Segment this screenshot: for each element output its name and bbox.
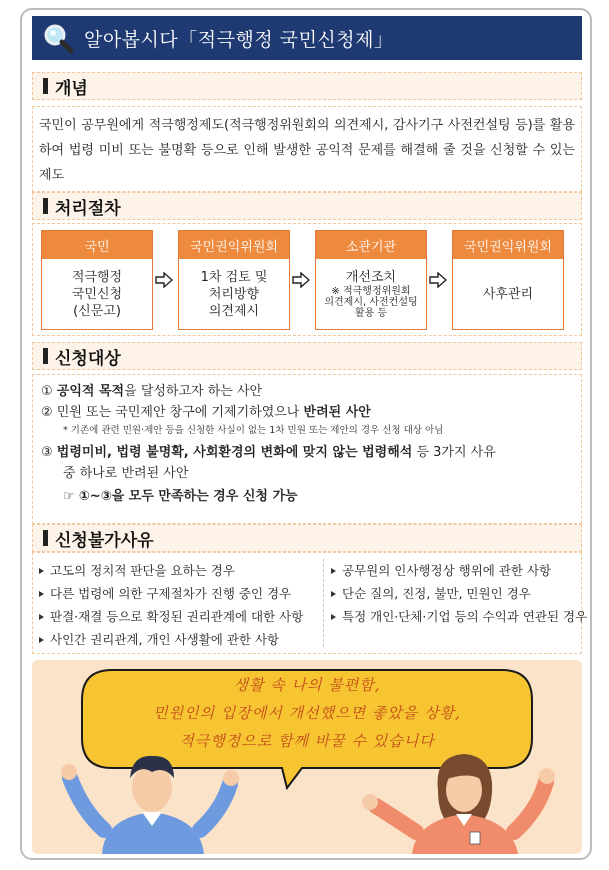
bullet-triangle-icon <box>39 591 44 597</box>
step-note-line: ※ 적극행정위원회 <box>331 286 411 297</box>
target-item-bold: 반려된 사안 <box>303 405 371 420</box>
section-label-target: 신청대상 <box>55 348 121 369</box>
exclusion-item: 특정 개인·단체·기업 등의 수익과 연관된 경우 <box>331 605 587 628</box>
target-summary <box>41 486 573 507</box>
exclusion-column-right <box>331 559 587 628</box>
section-bar <box>43 198 48 214</box>
section-heading-target <box>32 342 582 370</box>
step-body-line: 1차 검토 및 <box>200 269 268 285</box>
step-head: 국민권익위원회 <box>179 231 289 259</box>
bubble-line-2: 민원인의 입장에서 개선했으면 좋았을 상황, <box>153 704 461 722</box>
man-figure <box>61 756 239 854</box>
step-body-line: 의견제시 <box>208 303 260 319</box>
section-bar <box>43 348 48 364</box>
exclusion-list <box>32 552 588 654</box>
procedure-step-4 <box>452 230 564 330</box>
page-title: 알아봅시다「적극행정 국민신청제」 <box>84 28 394 51</box>
search-magnifier-icon <box>42 22 74 54</box>
step-body <box>179 259 289 329</box>
bullet-triangle-icon <box>331 568 336 574</box>
arrow-right-icon <box>155 272 173 288</box>
section-label-concept: 개념 <box>55 78 88 99</box>
section-label-exclusion: 신청불가사유 <box>55 530 154 551</box>
step-head: 소관기관 <box>316 231 426 259</box>
target-item-2-note: * 기존에 관련 민원·제안 등을 신청한 사실이 없는 1차 민원 또는 제안의 경우 신청 대상 아님 <box>63 425 444 436</box>
target-list <box>32 374 582 524</box>
concept-text: 국민이 공무원에게 적극행정제도(적극행정위원회의 의견제시, 감사기구 사전컨설팅 등)를 활용하여 법령 미비 또는 불명확 등으로 인해 발생한 공익적 문제를 해결해 줄 것을 신청할 수 있는 제도 <box>32 106 582 192</box>
bullet-triangle-icon <box>39 614 44 620</box>
target-item-3: ③ 법령미비, 법령 불명확, 사회환경의 변화에 맞지 않는 법령해석 등 3가지 사유 <box>41 445 496 460</box>
bullet-triangle-icon <box>39 637 44 643</box>
exclusion-item: 다른 법령에 의한 구제절차가 진행 중인 경우 <box>39 582 303 605</box>
column-divider <box>323 559 324 647</box>
step-body <box>453 259 563 329</box>
step-body-line: (신문고) <box>73 303 121 319</box>
illustration-banner <box>32 660 582 854</box>
bubble-line-3: 적극행정으로 함께 바꿀 수 있습니다 <box>179 732 435 750</box>
target-item-bold: 법령미비, 법령 불명확, 사회환경의 변화에 맞지 않는 법령해석 <box>56 445 413 460</box>
target-item-1: ① 공익적 목적을 달성하고자 하는 사안 <box>41 384 263 399</box>
step-note-line: 의견제시, 사전컨설팅 <box>324 297 418 308</box>
exclusion-column-left <box>39 559 303 651</box>
section-heading-procedure <box>32 192 582 220</box>
section-heading-exclusion <box>32 524 582 552</box>
poster-frame <box>20 8 592 860</box>
pointing-hand-icon: ☞ <box>63 489 75 504</box>
exclusion-item: 판결·재결 등으로 확정된 권리관계에 대한 사항 <box>39 605 303 628</box>
exclusion-item: 사인간 권리관계, 개인 사생활에 관한 사항 <box>39 628 303 651</box>
bullet-triangle-icon <box>331 614 336 620</box>
step-head: 국민 <box>42 231 152 259</box>
bullet-triangle-icon <box>331 591 336 597</box>
step-body <box>42 259 152 329</box>
exclusion-item: 고도의 정치적 판단을 요하는 경우 <box>39 559 303 582</box>
exclusion-item: 공무원의 인사행정상 행위에 관한 사항 <box>331 559 587 582</box>
poster-header <box>32 16 582 60</box>
procedure-flow <box>32 223 582 336</box>
section-label-procedure: 처리절차 <box>55 198 121 219</box>
section-bar <box>43 530 48 546</box>
step-note-line: 활용 등 <box>354 308 388 319</box>
bullet-triangle-icon <box>39 568 44 574</box>
procedure-step-1 <box>41 230 153 330</box>
step-body-line: 적극행정 <box>71 269 123 285</box>
target-item-3-cont: 중 하나로 반려된 사안 <box>63 466 189 481</box>
procedure-step-3 <box>315 230 427 330</box>
target-item-2: ② 민원 또는 국민제안 창구에 기제기하였으나 반려된 사안 <box>41 405 371 420</box>
section-heading-concept <box>32 72 582 100</box>
step-body-line: 국민신청 <box>71 286 123 302</box>
exclusion-item: 단순 질의, 진정, 불만, 민원인 경우 <box>331 582 587 605</box>
step-body-line: 사후관리 <box>482 286 534 302</box>
procedure-step-2 <box>178 230 290 330</box>
step-body-line: 처리방향 <box>208 286 260 302</box>
target-summary-text: ①~③을 모두 만족하는 경우 신청 가능 <box>78 489 298 504</box>
bubble-line-1: 생활 속 나의 불편함, <box>233 676 381 694</box>
step-head: 국민권익위원회 <box>453 231 563 259</box>
arrow-right-icon <box>292 272 310 288</box>
target-item-bold: 공익적 목적 <box>56 384 125 399</box>
arrow-right-icon <box>429 272 447 288</box>
step-body <box>316 259 426 329</box>
section-bar <box>43 78 48 94</box>
step-body-line: 개선조치 <box>345 270 397 285</box>
